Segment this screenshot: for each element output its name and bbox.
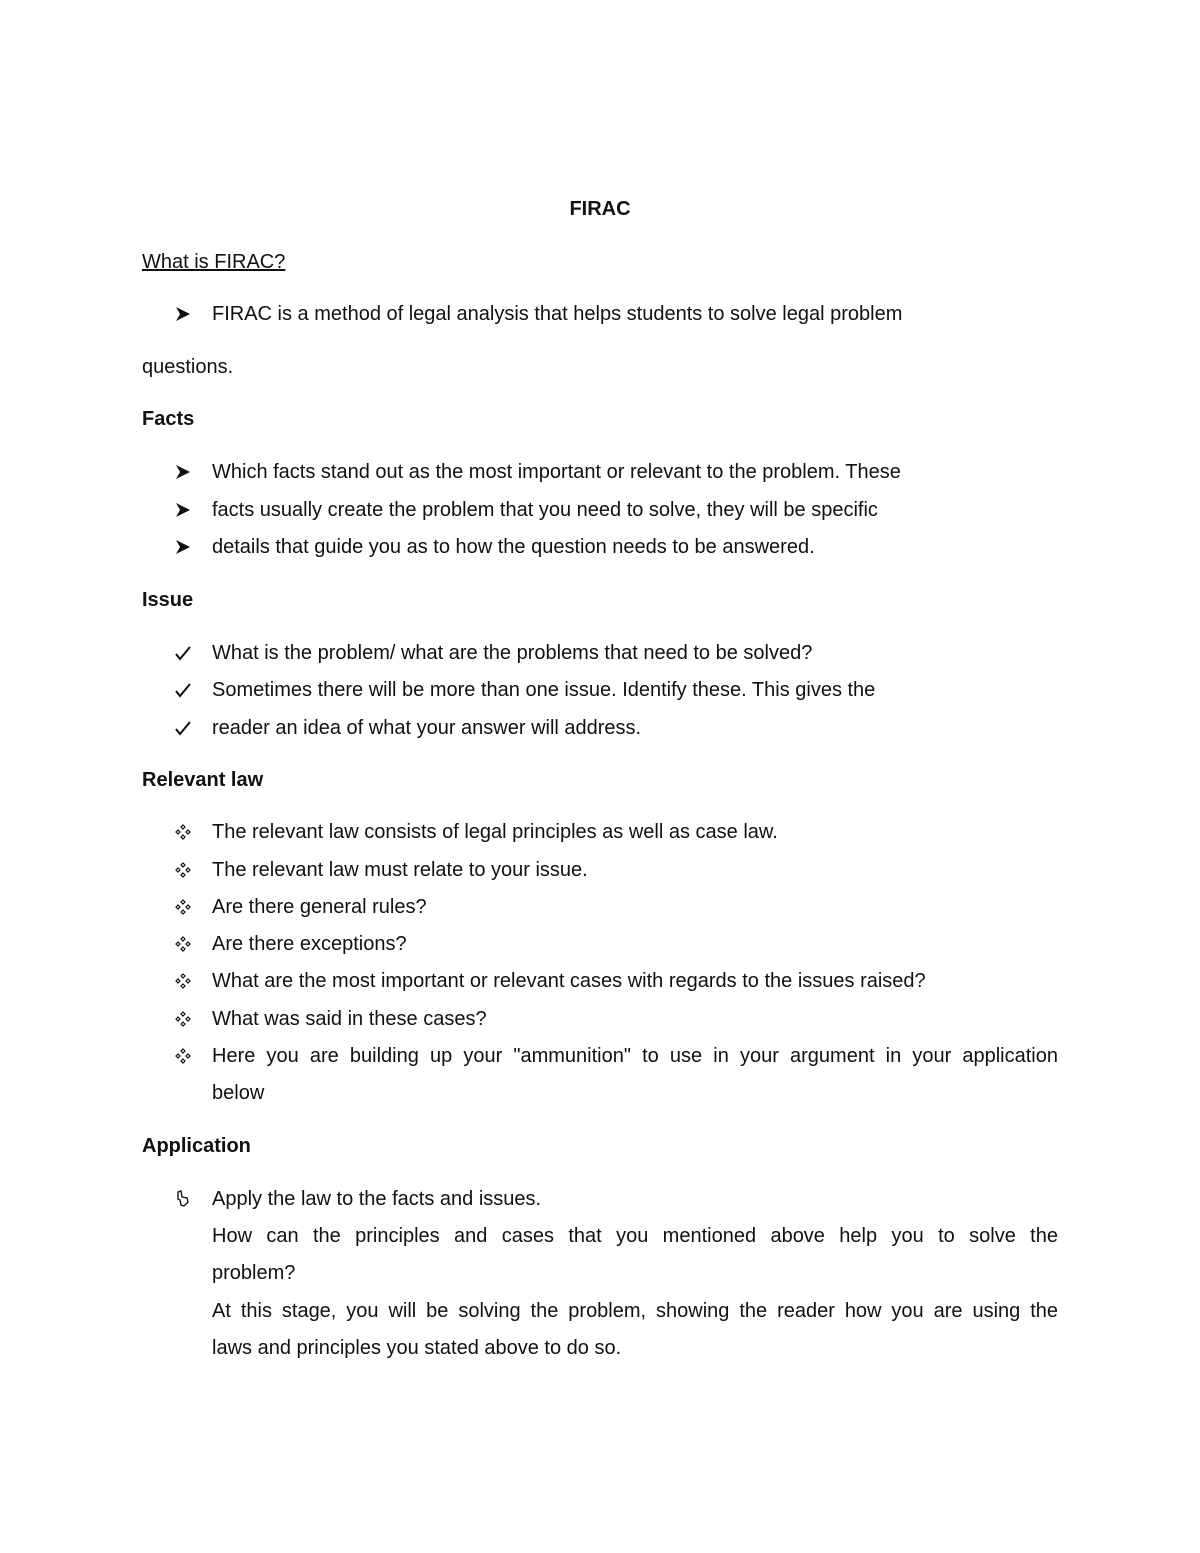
- checkmark-bullet-icon: [172, 715, 194, 741]
- list-item: Which facts stand out as the most important or relevant to the problem. These: [212, 461, 901, 483]
- application-heading: Application: [142, 1135, 251, 1157]
- list-item: details that guide you as to how the question needs to be answered.: [212, 536, 815, 558]
- list-item-continuation: problem?: [212, 1262, 296, 1284]
- arrowhead-bullet-icon: [172, 497, 194, 523]
- facts-heading: Facts: [142, 408, 195, 430]
- list-item: questions.: [142, 356, 234, 378]
- list-item-continuation: How can the principles and cases that you mentioned above help you to solve the: [212, 1225, 1058, 1247]
- page-title: FIRAC: [569, 198, 631, 220]
- relevant-law-heading: Relevant law: [142, 769, 264, 791]
- list-item: Here you are building up your "ammunition" to use in your argument in your application: [212, 1045, 1058, 1067]
- list-item: facts usually create the problem that you need to solve, they will be specific: [212, 499, 878, 521]
- four-diamond-bullet-icon: [172, 968, 194, 994]
- list-item-continuation: At this stage, you will be solving the problem, showing the reader how you are using the: [212, 1300, 1058, 1322]
- checkmark-bullet-icon: [172, 640, 194, 666]
- list-item: Sometimes there will be more than one issue. Identify these. This gives the: [212, 679, 876, 701]
- arrowhead-bullet-icon: [172, 301, 194, 327]
- pointing-hand-bullet-icon: [172, 1186, 194, 1212]
- four-diamond-bullet-icon: [172, 931, 194, 957]
- list-item-continuation: laws and principles you stated above to do so.: [212, 1337, 622, 1359]
- list-item: Apply the law to the facts and issues.: [212, 1188, 542, 1210]
- list-item: FIRAC is a method of legal analysis that helps students to solve legal problem: [212, 303, 903, 325]
- four-diamond-bullet-icon: [172, 1043, 194, 1069]
- checkmark-bullet-icon: [172, 677, 194, 703]
- issue-heading: Issue: [142, 589, 194, 611]
- list-item: Are there general rules?: [212, 896, 427, 918]
- arrowhead-bullet-icon: [172, 534, 194, 560]
- list-item: What are the most important or relevant cases with regards to the issues raised?: [212, 970, 926, 992]
- list-item: What is the problem/ what are the problems that need to be solved?: [212, 642, 813, 664]
- four-diamond-bullet-icon: [172, 819, 194, 845]
- list-item: Are there exceptions?: [212, 933, 407, 955]
- list-item: The relevant law must relate to your issue.: [212, 859, 588, 881]
- four-diamond-bullet-icon: [172, 894, 194, 920]
- four-diamond-bullet-icon: [172, 857, 194, 883]
- list-item: The relevant law consists of legal principles as well as case law.: [212, 821, 778, 843]
- arrowhead-bullet-icon: [172, 459, 194, 485]
- list-item: reader an idea of what your answer will address.: [212, 717, 642, 739]
- four-diamond-bullet-icon: [172, 1006, 194, 1032]
- what-is-firac-heading: What is FIRAC?: [142, 251, 286, 273]
- list-item: What was said in these cases?: [212, 1008, 487, 1030]
- list-item-continuation: below: [212, 1082, 265, 1104]
